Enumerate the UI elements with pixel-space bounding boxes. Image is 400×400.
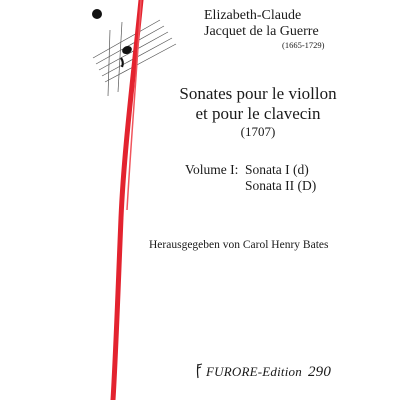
publisher-imprint [195,363,331,381]
composer-block [204,8,374,51]
title-year: (1707) [240,124,276,139]
composer-name-line2: Jacquet de la Guerre [204,24,319,39]
composer-name-line1: Elizabeth-Claude [204,8,302,23]
sonata-item: Sonata I (d) [245,162,309,177]
work-title [158,84,358,140]
editor-credit: Herausgegeben von Carol Henry Bates [149,239,329,251]
edition-number: 290 [307,364,332,380]
volume-label: Volume I: [185,162,239,177]
composer-dates: (1665-1729) [282,40,325,50]
furore-mark-icon [195,363,205,379]
publisher-name: FURORE-Edition [206,364,302,379]
title-line1: Sonates pour le viollon [179,84,337,103]
title-line2: et pour le clavecin [195,104,321,123]
sonata-item: Sonata II (D) [245,178,317,193]
